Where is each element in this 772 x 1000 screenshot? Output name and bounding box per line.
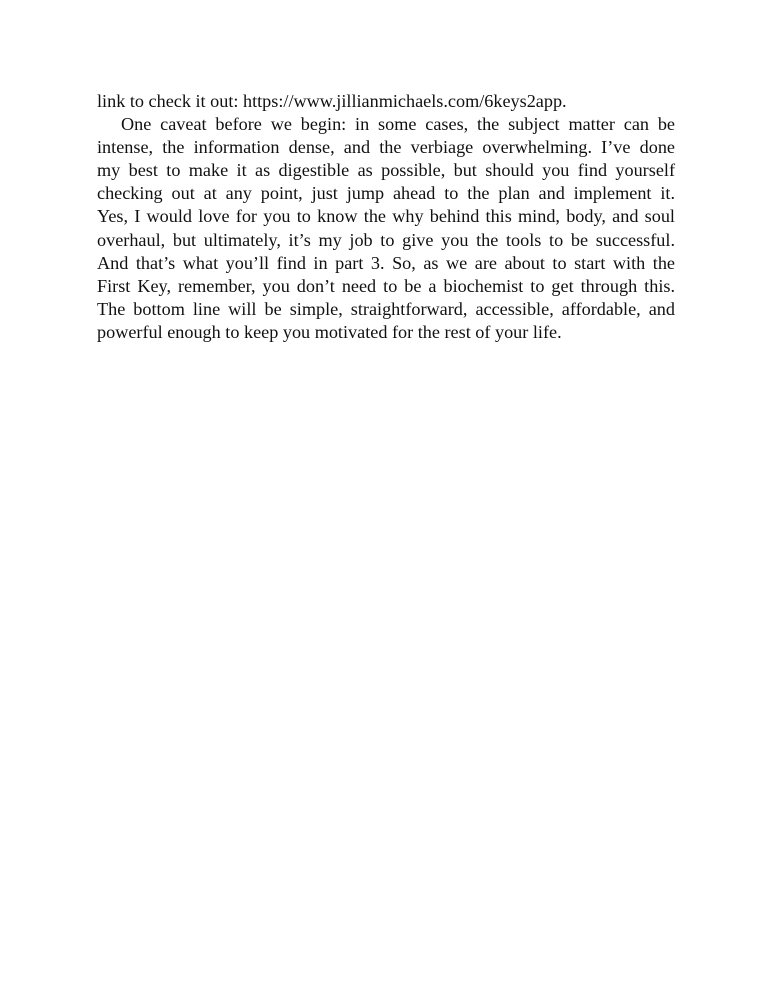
paragraph-line: my best to make it as digestible as possible, but should you find yourself (97, 160, 675, 181)
paragraph-line: One caveat before we begin: in some cases, the subject matter can be (121, 114, 675, 135)
body-text (97, 90, 675, 344)
paragraph-line: overhaul, but ultimately, it’s my job to give you the tools to be successful. (97, 229, 675, 250)
paragraph-line: And that’s what you’ll find in part 3. So, as we are about to start with the (97, 252, 675, 273)
paragraph-line: powerful enough to keep you motivated for the rest of your life. (97, 321, 562, 342)
paragraph-line: Yes, I would love for you to know the why behind this mind, body, and soul (97, 206, 675, 227)
paragraph-line: checking out at any point, just jump ahead to the plan and implement it. (97, 183, 675, 204)
paragraph-line: link to check it out: https://www.jillianmichaels.com/6keys2app. (97, 91, 567, 111)
paragraph-line: First Key, remember, you don’t need to be a biochemist to get through this. (97, 275, 675, 296)
paragraph-line: The bottom line will be simple, straightforward, accessible, affordable, and (97, 298, 675, 319)
paragraph-line: intense, the information dense, and the verbiage overwhelming. I’ve done (97, 137, 675, 158)
